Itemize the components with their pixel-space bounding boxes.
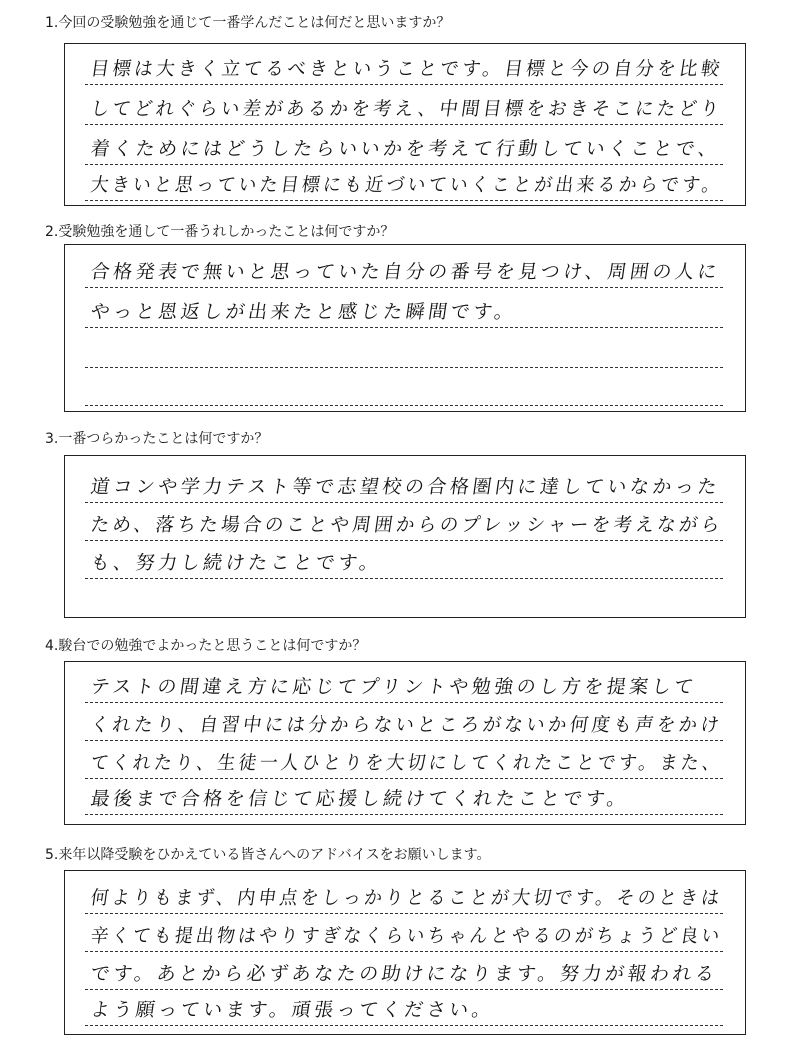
answer-line (85, 293, 723, 328)
answer-line (85, 917, 723, 952)
answer-text: 何よりもまず、内申点をしっかりとることが大切です。そのときは (89, 887, 724, 909)
answer-line (85, 371, 723, 406)
question-4-label: 4.駿台での勉強でよかったと思うことは何ですか？ (45, 638, 367, 654)
answer-box-5 (64, 870, 746, 1035)
answer-line (85, 955, 723, 990)
answer-box-1 (64, 43, 746, 206)
answer-line (85, 780, 723, 815)
answer-line (85, 166, 723, 201)
answer-line (85, 506, 723, 541)
answer-line (85, 253, 723, 288)
answer-text: 大きいと思っていた目標にも近づいていくことが出来るからです。 (89, 174, 725, 196)
answer-box-2 (64, 244, 746, 412)
answer-text: くれたり、自習中には分からないところがないか何度も声をかけ (89, 714, 724, 736)
answer-box-3 (64, 455, 746, 618)
question-5-label: 5.来年以降受験をひかえている皆さんへのアドバイスをお願いします。 (45, 847, 491, 863)
answer-text: も、努力し続けたことです。 (89, 552, 384, 574)
answer-text: 最後まで合格を信じて応援し続けてくれたことです。 (89, 788, 631, 810)
question-3-label: 3.一番つらかったことは何ですか？ (45, 431, 269, 447)
answer-text: 道コンや学力テスト等で志望校の合格圏内に達していなかった (89, 476, 722, 498)
answer-line (85, 333, 723, 368)
answer-line (85, 744, 723, 779)
answer-box-4 (64, 661, 746, 825)
answer-line (85, 879, 723, 914)
answer-line (85, 50, 723, 85)
answer-line (85, 544, 723, 579)
answer-line (85, 468, 723, 503)
answer-line (85, 706, 723, 741)
answer-text: 目標は大きく立てるべきということです。目標と今の自分を比較 (89, 58, 725, 80)
answer-text: ため、落ちた場合のことや周囲からのプレッシャーを考えながら (89, 514, 725, 536)
answer-text: してどれぐらい差があるかを考え、中間目標をおきそこにたどり (89, 98, 724, 120)
answer-text: よう願っています。頑張ってください。 (89, 999, 496, 1021)
answer-text: やっと恩返しが出来たと感じた瞬間です。 (89, 301, 519, 323)
answer-text: 着くためにはどうしたらいいかを考えて行動していくことで、 (89, 138, 722, 160)
answer-text: てくれたり、生徒一人ひとりを大切にしてくれたことです。また、 (89, 752, 725, 774)
answer-text: 合格発表で無いと思っていた自分の番号を見つけ、周囲の人に (89, 261, 722, 283)
answer-line (85, 90, 723, 125)
question-1-label: 1.今回の受験勉強を通じて一番学んだことは何だと思いますか？ (45, 15, 451, 31)
answer-line (85, 991, 723, 1026)
answer-text: テストの間違え方に応じてプリントや勉強のし方を提案して (89, 676, 699, 698)
question-2-label: 2.受験勉強を通して一番うれしかったことは何ですか？ (45, 224, 395, 240)
answer-text: です。あとから必ずあなたの助けになります。努力が報われる (89, 963, 720, 985)
answer-text: 辛くても提出物はやりすぎなくらいちゃんとやるのがちょうど良い (89, 925, 725, 947)
answer-line (85, 130, 723, 165)
answer-line (85, 668, 723, 703)
